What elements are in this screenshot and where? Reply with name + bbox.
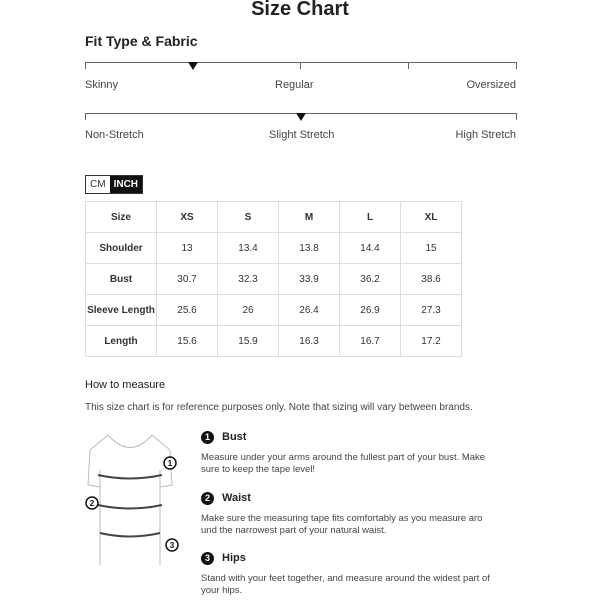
table-cell: 30.7 [157,264,218,295]
stretch-marker [296,113,306,121]
table-header: S [218,202,279,233]
table-row [86,295,462,326]
table-row-label: Shoulder [86,233,157,264]
table-cell: 16.3 [279,326,340,357]
table-header: L [340,202,401,233]
stretch-label-high: High Stretch [455,129,516,141]
table-cell: 33.9 [279,264,340,295]
step-1-text: Measure under your arms around the fullest part of your bust. Make sure to keep the tape level! [201,452,486,475]
fit-label-oversized: Oversized [466,79,516,91]
marker-2-label: 2 [89,499,95,508]
table-cell: 26.9 [340,295,401,326]
neckline [108,435,152,448]
table-row [86,233,462,264]
step-2-number: 2 [201,492,214,505]
table-cell: 15.6 [157,326,218,357]
table-cell: 26.4 [279,295,340,326]
fit-label-regular: Regular [275,79,314,91]
table-row-label: Bust [86,264,157,295]
waist-tape [98,505,162,509]
table-cell: 14.4 [340,233,401,264]
scale-tick [85,113,86,120]
table-cell: 13 [157,233,218,264]
step-3-number: 3 [201,552,214,565]
fit-scale [85,62,517,63]
fit-marker [188,62,198,70]
table-row-label: Length [86,326,157,357]
step-3-title: Hips [222,552,246,564]
size-table [85,201,462,357]
table-cell: 16.7 [340,326,401,357]
unit-cm-button[interactable]: CM [86,176,110,193]
table-cell: 13.4 [218,233,279,264]
step-1-title: Bust [222,431,247,443]
stretch-scale [85,113,517,114]
table-cell: 36.2 [340,264,401,295]
scale-tick [516,113,517,120]
unit-toggle [85,175,143,194]
step-1-number: 1 [201,431,214,444]
table-cell: 25.6 [157,295,218,326]
shirt-illustration [78,430,188,600]
step-3-text: Stand with your feet together, and measure around the widest part of your hips. [201,573,490,596]
scale-tick [516,62,517,69]
table-header: Size [86,202,157,233]
table-cell: 13.8 [279,233,340,264]
bust-tape [98,475,162,479]
unit-inch-button[interactable]: INCH [110,176,142,193]
table-row-label: Sleeve Length [86,295,157,326]
table-header-row [86,202,462,233]
step-2-text: Make sure the measuring tape fits comfortably as you measure aro und the narrowest part of your natural waist. [201,513,483,536]
scale-tick [408,62,409,69]
table-header: M [279,202,340,233]
how-to-measure-title: How to measure [85,379,166,391]
step-2-title: Waist [222,492,251,504]
table-header: XS [157,202,218,233]
page-title: Size Chart [251,0,349,20]
stretch-label-non: Non-Stretch [85,129,144,141]
table-row [86,326,462,357]
marker-1-label: 1 [167,459,173,468]
table-cell: 17.2 [401,326,462,357]
hips-tape [100,533,160,537]
table-cell: 32.3 [218,264,279,295]
table-cell: 26 [218,295,279,326]
fit-label-skinny: Skinny [85,79,119,91]
left-sleeve [88,435,108,487]
scale-tick [300,62,301,69]
reference-note: This size chart is for reference purposes only. Note that sizing will vary between brands. [85,402,473,413]
marker-3-label: 3 [169,541,175,550]
table-cell: 38.6 [401,264,462,295]
table-row [86,264,462,295]
table-cell: 27.3 [401,295,462,326]
fit-section-title: Fit Type & Fabric [85,33,198,49]
table-cell: 15 [401,233,462,264]
stretch-label-slight: Slight Stretch [269,129,335,141]
table-cell: 15.9 [218,326,279,357]
table-header: XL [401,202,462,233]
scale-tick [85,62,86,69]
